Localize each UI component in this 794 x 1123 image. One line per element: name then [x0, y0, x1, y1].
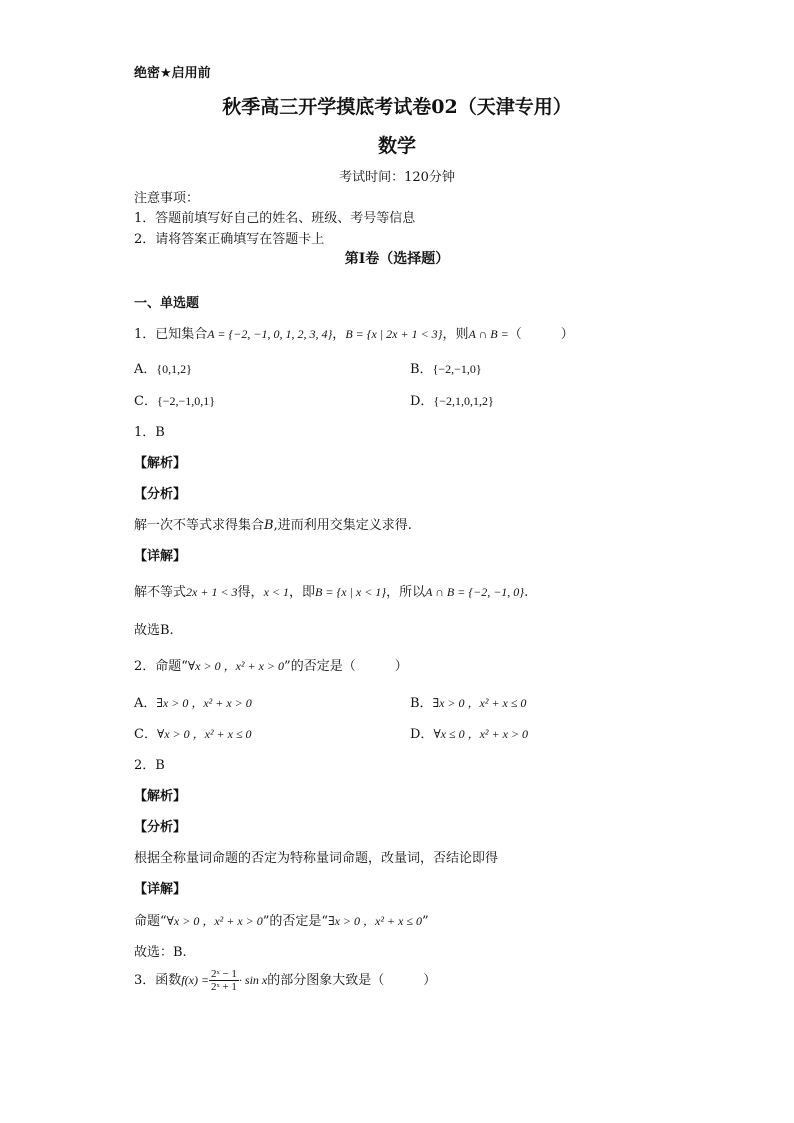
secret-mark: 绝密★启用前 — [134, 66, 211, 81]
q1-conclusion: 故选B. — [134, 623, 174, 638]
q1-fenxi-heading: 【分析】 — [134, 487, 187, 502]
question-1-stem: 1．已知集合A = {−2, −1, 0, 1, 2, 3, 4}，B = {x | 2x + 1 < 3}，则A ∩ B =（ ） — [134, 327, 574, 342]
q1-fenxi-text: 解一次不等式求得集合B,进而利用交集定义求得. — [134, 518, 412, 533]
q1-option-b[interactable]: B．{−2,−1,0} — [410, 362, 482, 377]
q1-analysis-heading: 【解析】 — [134, 456, 187, 471]
question-3-stem: 3．函数f(x) = $\frac{\text{2ˣ − 1}}{\text{2ˣ + 1}}$ · sin x的部分图象大致是（ ） — [134, 968, 437, 993]
fraction: $\frac{\text{2ˣ − 1}}{\text{2ˣ + 1}}$ — [211, 968, 237, 993]
notes-heading: 注意事项： — [134, 191, 200, 206]
q1-detail-heading: 【详解】 — [134, 549, 187, 564]
notes-item: 2．请将答案正确填写在答题卡上 — [134, 232, 325, 247]
q2-option-a[interactable]: A．∃x > 0 ，x² + x > 0 — [134, 696, 252, 711]
q2-detail-text: 命题“∀x > 0 ，x² + x > 0”的否定是“∃x > 0 ，x² + x ≤ 0” — [134, 914, 429, 929]
q1-option-d[interactable]: D．{−2,1,0,1,2} — [410, 394, 494, 409]
q2-option-b[interactable]: B．∃x > 0 ，x² + x ≤ 0 — [410, 696, 527, 711]
volume-title: 第I卷（选择题） — [344, 251, 450, 267]
q2-fenxi-text: 根据全称量词命题的否定为特称量词命题，改量词，否结论即得 — [134, 851, 499, 866]
q2-fenxi-heading: 【分析】 — [134, 820, 187, 835]
q2-option-d[interactable]: D．∀x ≤ 0 ，x² + x > 0 — [410, 727, 529, 742]
notes-item: 1．答题前填写好自己的姓名、班级、考号等信息 — [134, 211, 416, 226]
q1-option-c[interactable]: C．{−2,−1,0,1} — [134, 394, 216, 409]
q2-conclusion: 故选：B. — [134, 945, 187, 960]
q2-option-c[interactable]: C．∀x > 0 ，x² + x ≤ 0 — [134, 727, 252, 742]
q2-analysis-heading: 【解析】 — [134, 789, 187, 804]
exam-time: 考试时间：120分钟 — [339, 170, 455, 185]
exam-title: 秋季高三开学摸底考试卷02（天津专用） — [222, 96, 572, 118]
q2-answer: 2．B — [134, 758, 165, 773]
q1-detail-text: 解不等式2x + 1 < 3得，x < 1，即B = {x | x < 1}，所以A ∩ B = {−2, −1, 0}. — [134, 585, 529, 600]
subject-title: 数学 — [377, 135, 416, 157]
part-title: 一、单选题 — [134, 296, 200, 311]
q1-answer: 1．B — [134, 425, 165, 440]
question-2-stem: 2．命题“∀x > 0 ，x² + x > 0”的否定是（ ） — [134, 659, 408, 674]
q2-detail-heading: 【详解】 — [134, 882, 187, 897]
q1-option-a[interactable]: A．{0,1,2} — [134, 362, 192, 377]
